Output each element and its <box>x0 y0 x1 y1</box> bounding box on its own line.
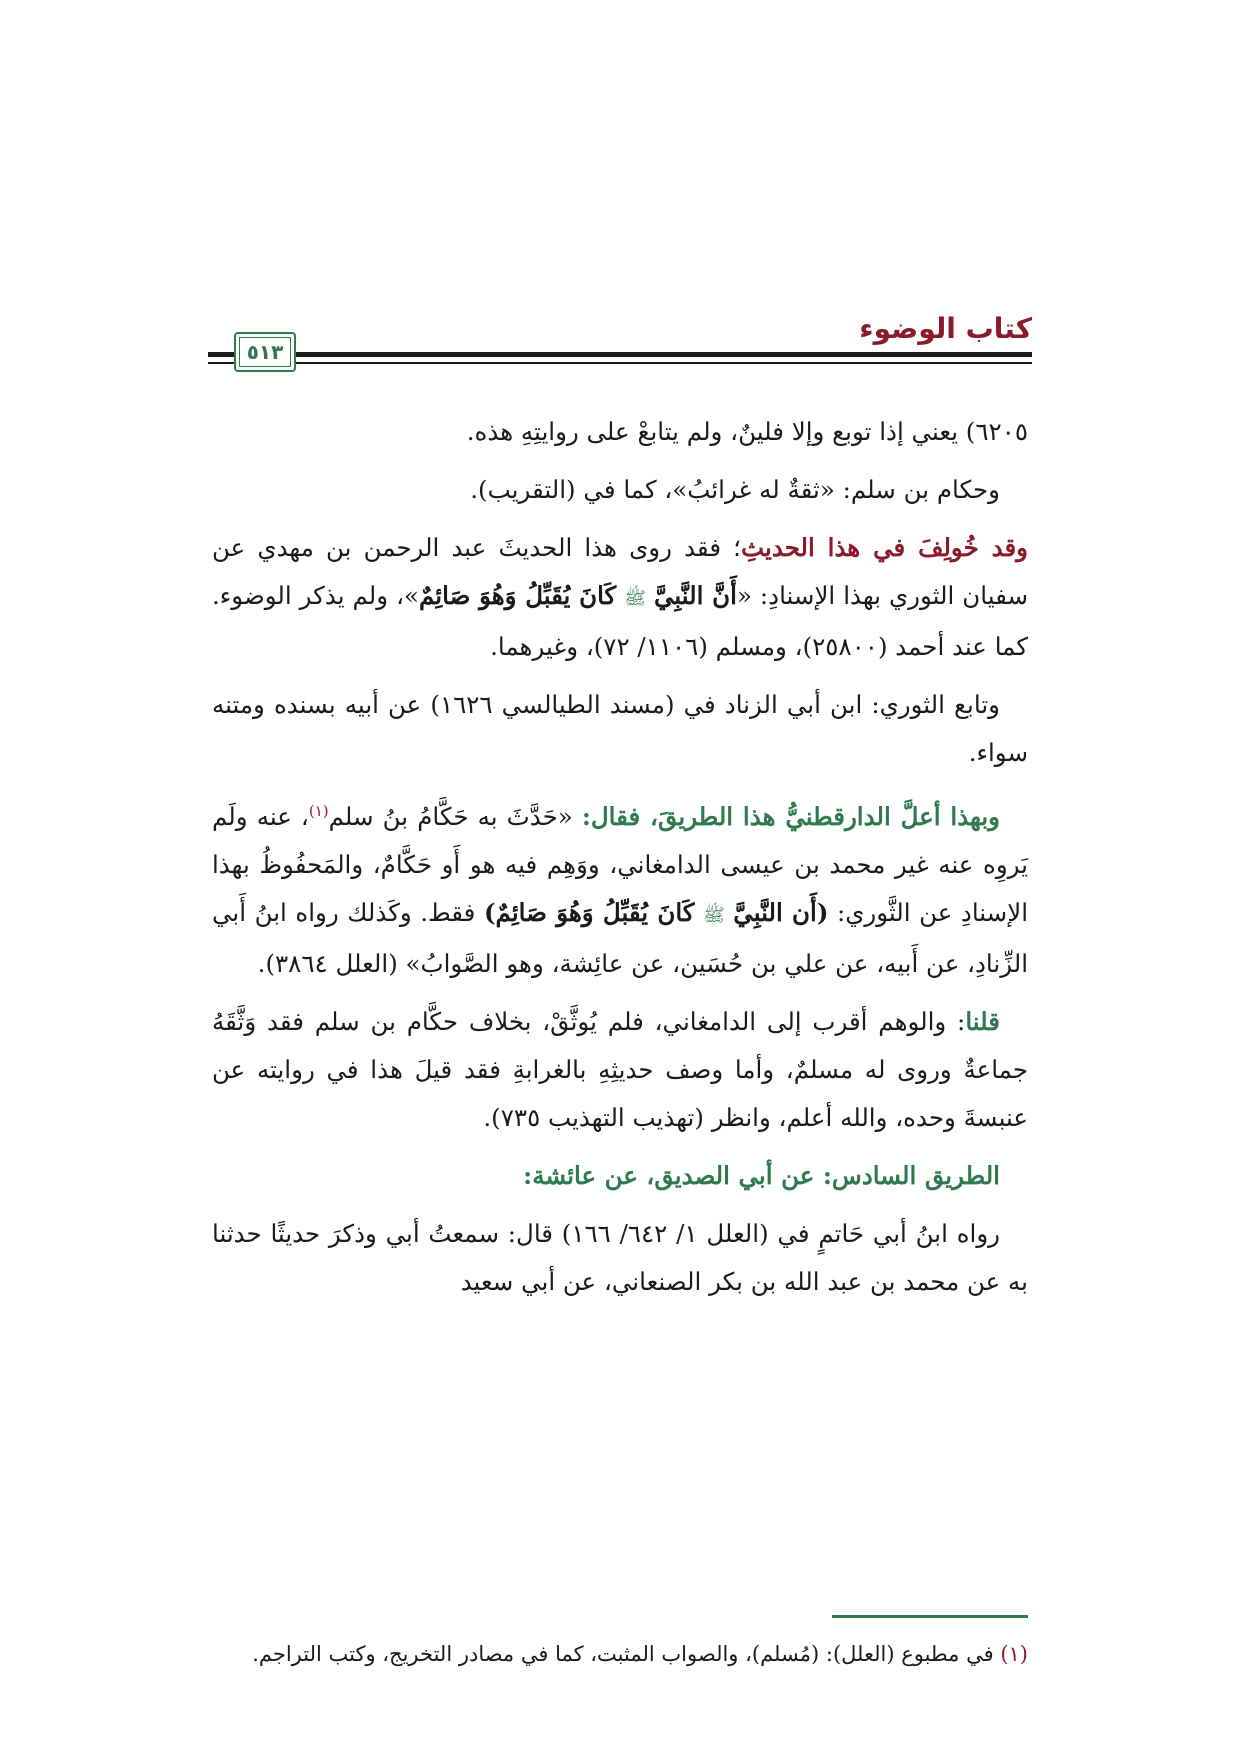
page-header <box>208 312 1032 392</box>
footnote-divider <box>832 1615 1028 1618</box>
paragraph-1-text: ٦٢٠٥) يعني إذا توبع وإلا فلينٌ، ولم يتابعْ على روايتِهِ هذه. <box>466 417 1028 446</box>
paragraph-7-text: رواه ابنُ أبي حَاتمٍ في (العلل ١/ ٦٤٢/ ١٦٦) قال: سمعتُ أبي وذكرَ حديثًا حدثنا به عن محمد بن عبد الله بن بكر الصنعاني، عن أبي سعيد <box>212 1219 1028 1297</box>
paragraph-3-text-b: »، ولم يذكر الوضوء. كما عند أحمد (٢٥٨٠٠)، ومسلم (١١٠٦/ ٧٢)، وغيرهما. <box>212 581 1028 661</box>
footnote <box>212 1634 1028 1674</box>
paragraph-5-text-a: «حَدَّثَ به حَكَّامُ بنُ سلم <box>328 802 582 832</box>
paragraph-5 <box>212 787 1028 988</box>
hadith-text-2b: كَانَ يُقَبِّلُ وَهُوَ صَائِمٌ) <box>483 898 695 928</box>
salla-icon: ﷺ <box>624 588 646 609</box>
paragraph-5-lead: وبهذا أعلَّ الدارقطنيُّ هذا الطريقَ، فقال: <box>581 802 1000 832</box>
footnote-text: في مطبوع (العلل): (مُسلم)، والصواب المثبت، كما في مصادر التخريج، وكتب التراجم. <box>252 1642 1001 1666</box>
footnote-ref[interactable]: (١) <box>308 802 329 820</box>
paragraph-6-text: : والوهم أقرب إلى الدامغاني، فلم يُوثَّقْ، بخلاف حكَّام بن سلم فقد وَثَّقَهُ جماعةٌ وروى له مسلمٌ، وأما وصف حديثِهِ بالغرابةِ فقد قيلَ هذا في روايته عن عنبسةَ وحده، والله أعلم، وانظر (تهذيب التهذيب ٧٣٥). <box>212 1007 1028 1133</box>
paragraph-4 <box>212 681 1028 777</box>
paragraph-6 <box>212 998 1028 1142</box>
paragraph-2 <box>212 466 1028 514</box>
paragraph-4-text: وتابع الثوري: ابن أبي الزناد في (مسند الطيالسي ١٦٢٦) عن أبيه بسنده ومتنه سواء. <box>212 690 1028 767</box>
page-number: ٥١٣ <box>234 332 296 372</box>
section-heading: الطريق السادس: عن أبي الصديق، عن عائشة: <box>523 1161 1000 1191</box>
paragraph-5-text-c: فقط. وكَذلك رواه ابنُ أَبي الزِّنادِ، عن أَبيه، عن علي بن حُسَين، عن عائِشة، وهو الصَّوابُ» (العلل ٣٨٦٤). <box>212 898 1028 979</box>
paragraph-3-text-a: ؛ فقد روى هذا الحديثَ عبد الرحمن بن مهدي عن سفيان الثوري بهذا الإسنادِ: « <box>212 533 1029 610</box>
footnote-number: (١) <box>1000 1642 1028 1666</box>
salla-icon: ﷺ <box>703 905 725 927</box>
header-rule-thick <box>208 352 1032 357</box>
paragraph-6-lead: قلنا <box>965 1007 1000 1037</box>
page-body <box>212 408 1028 1316</box>
paragraph-2-text: وحكام بن سلم: «ثقةٌ له غرائبُ»، كما في (التقريب). <box>470 475 1000 504</box>
hadith-text-1b: كَانَ يُقَبِّلُ وَهُوَ صَائِمٌ <box>418 581 617 610</box>
header-rule-thin <box>208 362 1032 364</box>
paragraph-1 <box>212 408 1028 456</box>
hadith-text-1a: أَنَّ النَّبِيَّ <box>653 581 737 610</box>
paragraph-3 <box>212 524 1028 671</box>
paragraph-7 <box>212 1210 1028 1306</box>
hadith-text-2a: (أَن النَّبِيَّ <box>733 898 829 928</box>
paragraph-3-lead: وقد خُولِفَ في هذا الحديثِ <box>740 533 1028 562</box>
book-title: كتاب الوضوء <box>859 312 1032 345</box>
paragraph-5-text-b: ، عنه ولَم يَروِه عنه غير محمد بن عيسى الدامغاني، ووَهِم فيه هو أَو حَكَّامٌ، والمَحفُوظُ بهذا الإسنادِ عن الثَّوري: <box>212 802 1028 928</box>
